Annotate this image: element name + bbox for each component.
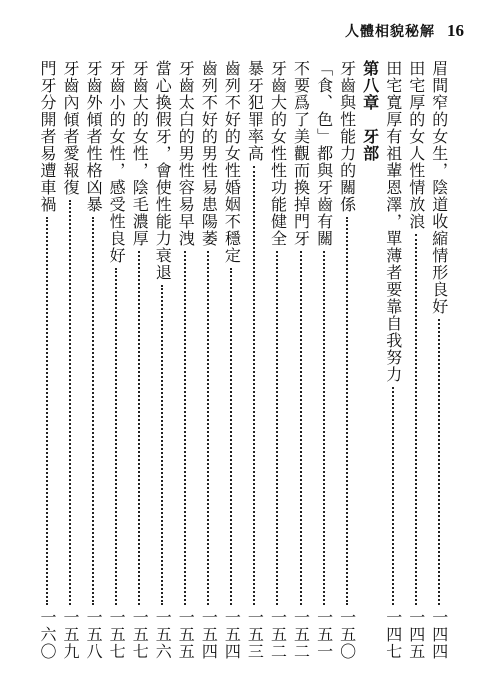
dot-leader: [253, 166, 257, 605]
toc-entry: [107, 60, 125, 660]
toc-entry-title: 眉間窄的女生，陰道收縮情形良好: [429, 60, 449, 315]
toc-page-number: 一五六: [153, 609, 173, 660]
toc-entry-title: 齒列不好的女性婚姻不穩定: [222, 60, 242, 264]
toc-page-number: 一五七: [107, 609, 127, 660]
toc-entry: [61, 60, 79, 660]
dot-leader: [92, 217, 96, 605]
toc-entry: [176, 60, 194, 660]
toc-entry-title: 齒列不好的男性易患陽萎: [199, 60, 219, 247]
toc-entry-title: 牙齒大的女性，陰毛濃厚: [130, 60, 150, 247]
toc-entry-title: 「食、色」都與牙齒有關: [314, 60, 334, 247]
chapter-title: 第八章 牙部: [360, 60, 380, 162]
toc-entry: [245, 60, 263, 660]
dot-leader: [161, 285, 165, 605]
toc-page-number: 一四四: [429, 609, 449, 660]
dot-leader: [46, 217, 50, 605]
dot-leader: [276, 251, 280, 605]
toc-entry-title: 當心換假牙，會使性能力衰退: [153, 60, 173, 281]
dot-leader: [323, 251, 327, 605]
table-of-contents: [38, 60, 448, 660]
book-title: 人體相貌秘解: [345, 24, 435, 40]
toc-entry: [268, 60, 286, 660]
toc-entry-title: 田宅寬厚有祖輩恩澤，單薄者要靠自我努力: [383, 60, 403, 383]
toc-entry-title: 牙齒小的女性，感受性良好: [107, 60, 127, 264]
toc-entry-title: 牙齒外傾者性格凶暴: [84, 60, 104, 213]
toc-entry: [338, 60, 356, 660]
toc-entry-title: 不要爲了美觀而換掉門牙: [291, 60, 311, 247]
page-header: [345, 18, 464, 44]
dot-leader: [230, 268, 234, 605]
toc-page-number: 一五一: [314, 609, 334, 660]
toc-page-number: 一五二: [268, 609, 288, 660]
toc-entry: [407, 60, 425, 660]
toc-entry: [315, 60, 333, 660]
dot-leader: [415, 234, 419, 605]
toc-page-number: 一五二: [291, 609, 311, 660]
toc-entry: [130, 60, 148, 660]
chapter-heading: [361, 60, 379, 660]
dot-leader: [138, 251, 142, 605]
toc-page-number: 一六〇: [38, 609, 57, 660]
toc-entry-title: 門牙分開者易遭車禍: [38, 60, 57, 213]
toc-page-number: 一五八: [84, 609, 104, 660]
toc-entry: [153, 60, 171, 660]
dot-leader: [300, 251, 304, 605]
toc-page-number: 一四七: [383, 609, 403, 660]
dot-leader: [184, 251, 188, 605]
dot-leader: [69, 200, 73, 605]
toc-entry-title: 牙齒太白的男性容易早洩: [176, 60, 196, 247]
toc-entry: [199, 60, 217, 660]
toc-entry: [292, 60, 310, 660]
dot-leader: [346, 217, 350, 605]
dot-leader: [438, 319, 442, 605]
toc-entry: [38, 60, 56, 660]
toc-entry-title: 田宅厚的女人性情放浪: [406, 60, 426, 230]
toc-page-number: 一五〇: [337, 609, 357, 660]
dot-leader: [392, 387, 396, 605]
toc-entry: [384, 60, 402, 660]
toc-page-number: 一五七: [130, 609, 150, 660]
toc-page-number: 一五五: [176, 609, 196, 660]
toc-page-number: 一五九: [61, 609, 81, 660]
toc-page-number: 一五四: [199, 609, 219, 660]
toc-entry-title: 牙齒內傾者愛報復: [61, 60, 81, 196]
toc-entry-title: 暴牙犯罪率高: [245, 60, 265, 162]
dot-leader: [207, 251, 211, 605]
toc-entry: [84, 60, 102, 660]
toc-entry: [222, 60, 240, 660]
toc-page-number: 一五三: [245, 609, 265, 660]
toc-page-number: 一五四: [222, 609, 242, 660]
toc-entry: [430, 60, 448, 660]
dot-leader: [115, 268, 119, 605]
page-number: 16: [447, 21, 464, 40]
toc-page-number: 一四五: [406, 609, 426, 660]
toc-entry-title: 牙齒與性能力的關係: [337, 60, 357, 213]
toc-entry-title: 牙齒大的女性性功能健全: [268, 60, 288, 247]
